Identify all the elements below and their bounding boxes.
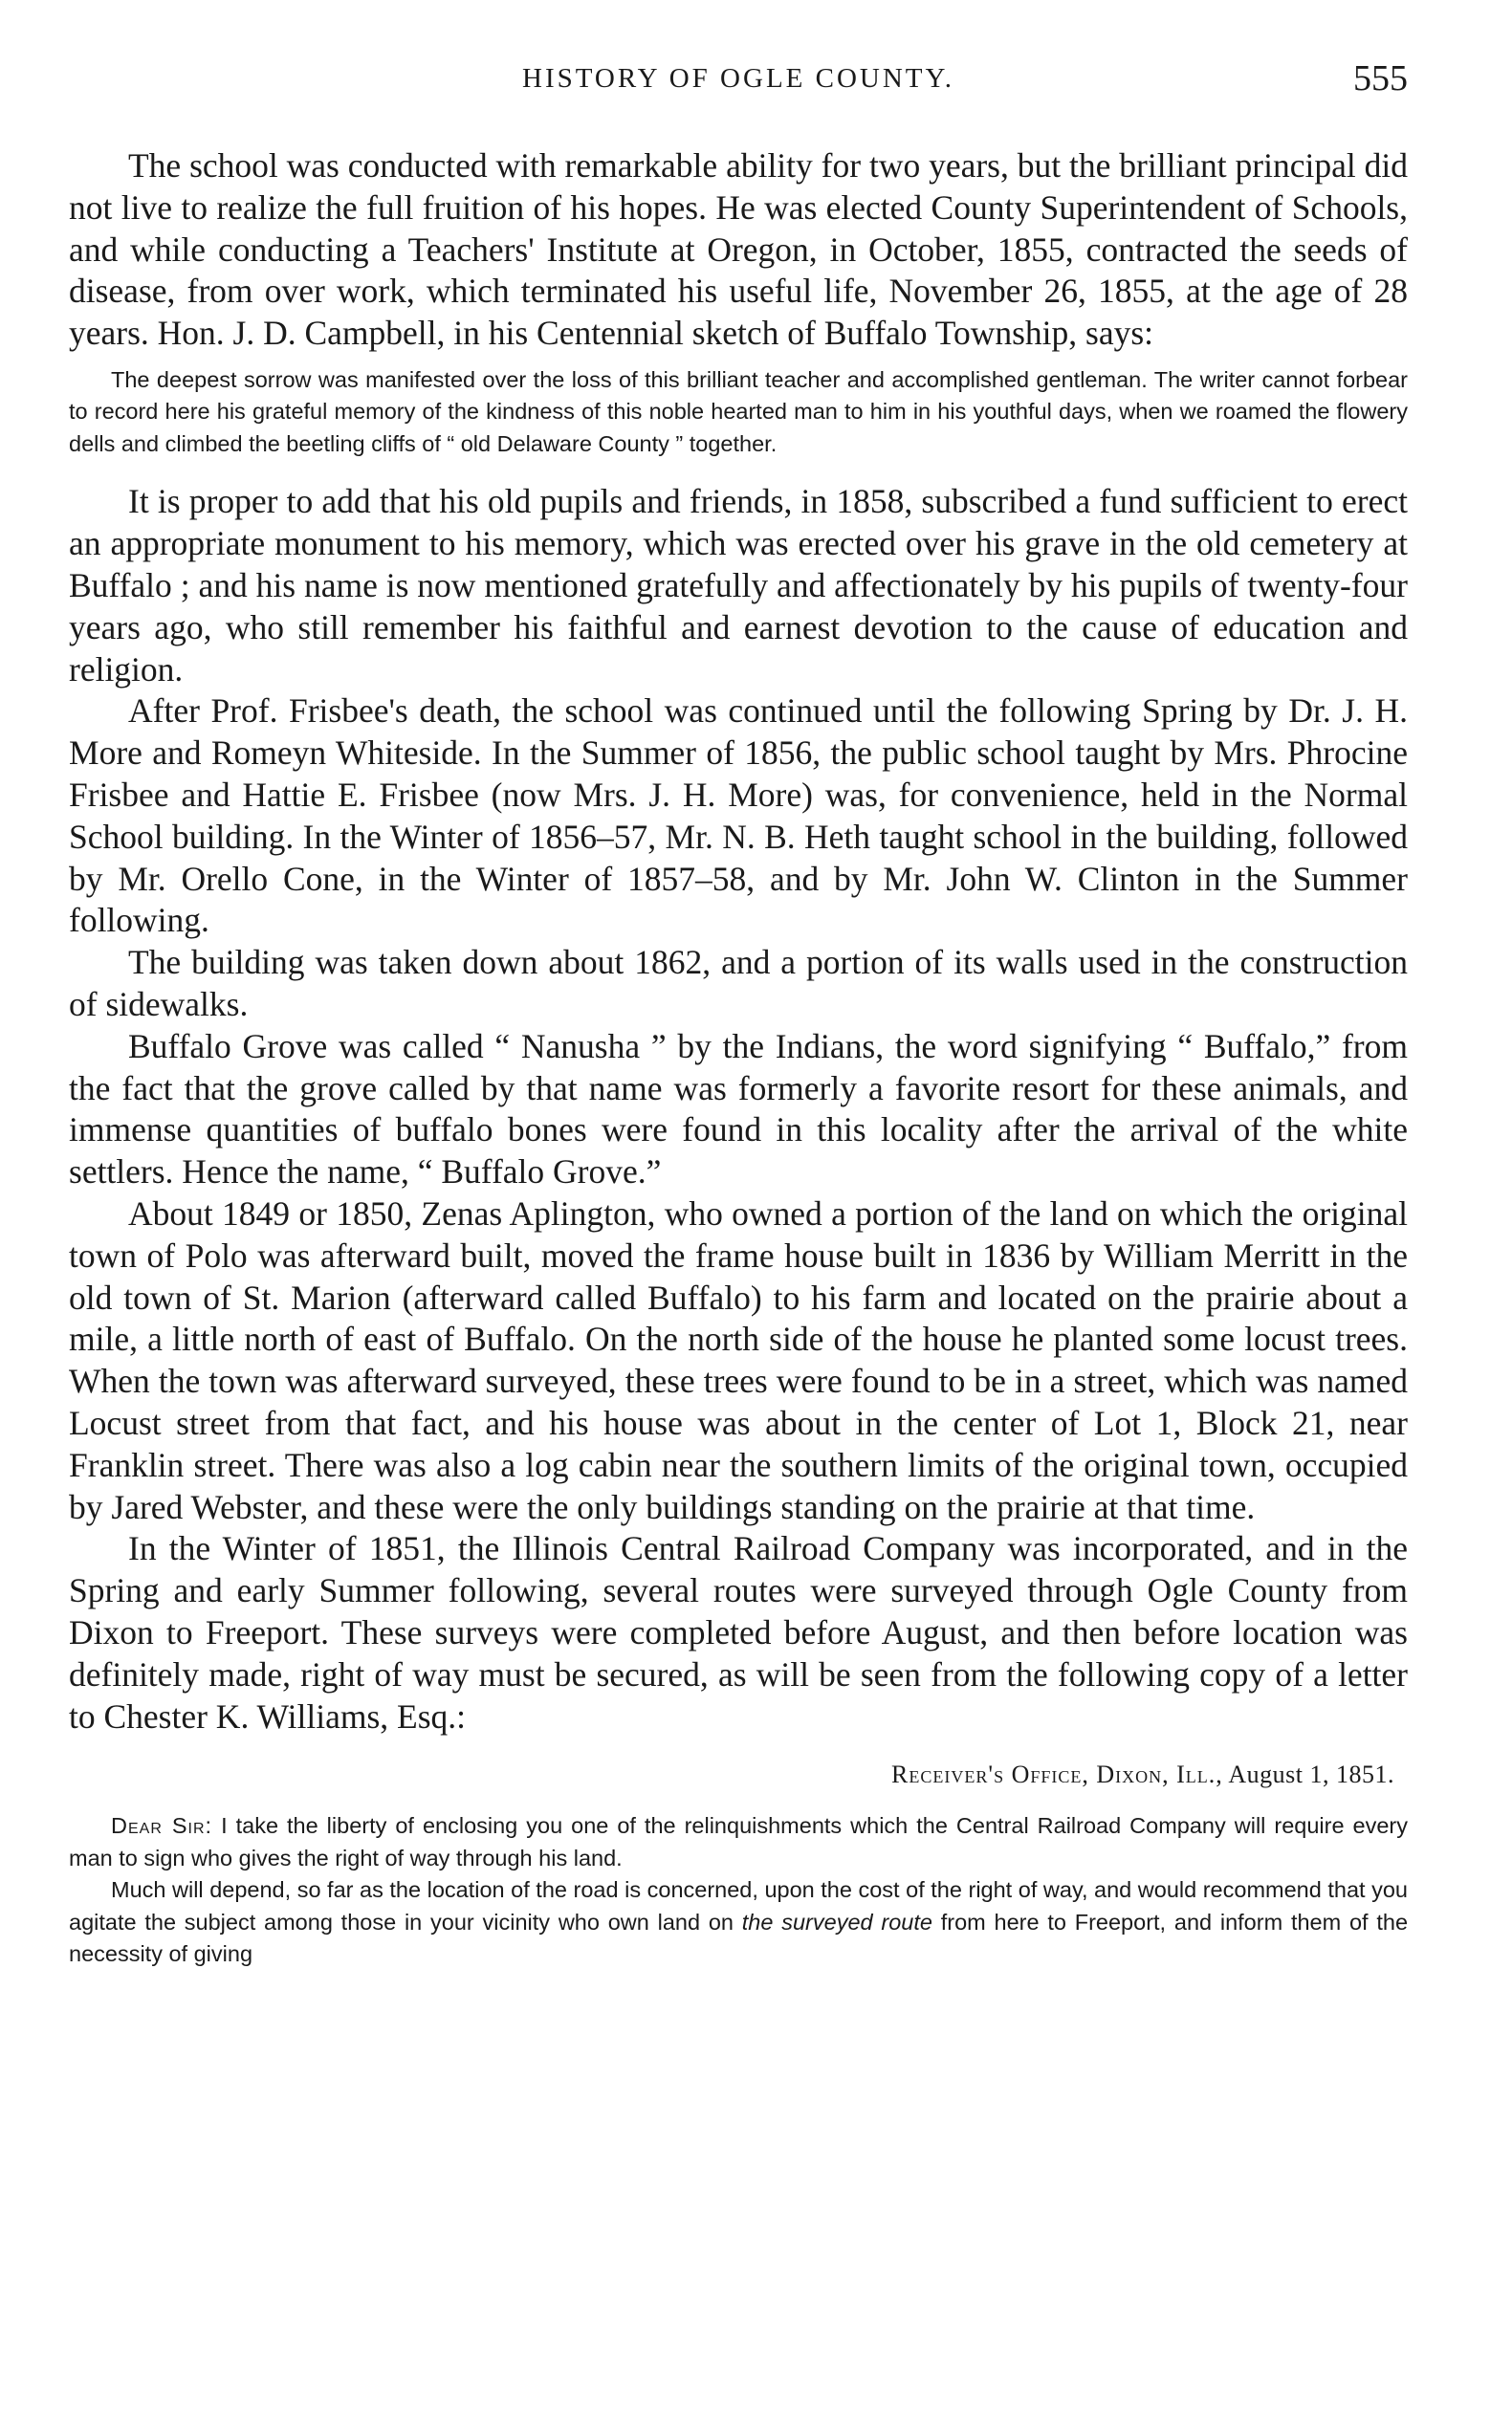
paragraph-school-conducted: The school was conducted with remarkable ability for two years, but the brilliant principal did not live to realize the full fruition of his hopes. He was elected County Superintendent of Schools, and while conducting a Teachers' Institute at Oregon, in October, 1855, contracted the seeds of disease, from over work, which terminated his useful life, November 26, 1855, at the age of 28 years. Hon. J. D. Campbell, in his Centennial sketch of Buffalo Township, says: xyxy=(69,146,1408,353)
block-quote-campbell: The deepest sorrow was manifested over the loss of this brilliant teacher and accomplished gentleman. The writer cannot forbear to record here his grateful memory of the kindness of this noble hearted man to him in his youthful days, when we roamed the flowery dells and climbed the beetling cliffs of “ old Delaware County ” together. xyxy=(69,366,1408,456)
letter-paragraph-2 xyxy=(69,1874,1408,1971)
dateline-date: August 1, 1851. xyxy=(1228,1761,1394,1789)
letter-p2-italic: the surveyed route xyxy=(741,1909,932,1935)
page xyxy=(69,57,1408,1971)
letter-p2-end: from here to Freeport, and inform them of the necessity of giving xyxy=(69,1909,1409,1967)
paragraph-nanusha: Buffalo Grove was called “ Nanusha ” by the Indians, the word signifying “ Buffalo,” from the fact that the grove called by that name was formerly a favorite resort for these animals, and immense quantities of buffalo bones were found in this locality after the arrival of the white settlers. Hence the name, “ Buffalo Grove.” xyxy=(69,1026,1408,1192)
running-head xyxy=(69,57,1408,107)
paragraph-aplington: About 1849 or 1850, Zenas Aplington, who owned a portion of the land on which the original town of Polo was afterward built, moved the frame house built in 1836 by William Merritt in the old town of St. Marion (afterward called Buffalo) to his farm and located on the prairie about a mile, a little north of east of Buffalo. On the north side of the house he planted some locust trees. When the town was afterward surveyed, these trees were found to be in a street, which was named Locust street from that fact, and his house was about in the center of Lot 1, Block 21, near Franklin street. There was also a log cabin near the southern limits of the original town, occupied by Jared Webster, and these were the only buildings standing on the prairie at that time. xyxy=(69,1194,1408,1526)
paragraph-building-taken-down: The building was taken down about 1862, and a portion of its walls used in the construction of sidewalks. xyxy=(69,943,1408,1024)
letter-p2-start: Much will depend, so far as the location of the road is concerned, upon the cost of the right of way, and would recommend that you agitate the subject among those in your vicinity who own land on xyxy=(69,1877,1408,1935)
paragraph-monument: It is proper to add that his old pupils and friends, in 1858, subscribed a fund sufficient to erect an appropriate monument to his memory, which was erected over his grave in the old cemetery at Buffalo ; and his name is now mentioned gratefully and affectionately by his pupils of twenty-four years ago, who still remember his faithful and earnest devotion to the cause of education and religion. xyxy=(69,482,1408,689)
running-title: HISTORY OF OGLE COUNTY. xyxy=(522,63,954,94)
letter-p1-text: I take the liberty of enclosing you one of the relinquishments which the Central Railroad Company will require every man to sign who gives the right of way through his land. xyxy=(69,1813,1408,1870)
page-number: 555 xyxy=(1353,58,1408,98)
paragraph-after-frisbee: After Prof. Frisbee's death, the school was continued until the following Spring by Dr. J. H. More and Romeyn Whiteside. In the Summer of 1856, the public school taught by Mrs. Phrocine Frisbee and Hattie E. Frisbee (now Mrs. J. H. More) was, for convenience, held in the Normal School building. In the Winter of 1856–57, Mr. N. B. Heth taught school in the building, followed by Mr. Orello Cone, in the Winter of 1857–58, and by Mr. John W. Clinton in the Summer following. xyxy=(69,691,1408,940)
letter-dateline xyxy=(69,1761,1394,1789)
letter-salutation: Dear Sir: xyxy=(111,1813,213,1839)
letter-paragraph-1 xyxy=(69,1810,1408,1874)
paragraph-railroad: In the Winter of 1851, the Illinois Central Railroad Company was incorporated, and in the Spring and early Summer following, several routes were surveyed through Ogle County from Dixon to Freeport. These surveys were completed before August, and then before location was definitely made, right of way must be secured, as will be seen from the following copy of a letter to Chester K. Williams, Esq.: xyxy=(69,1529,1408,1736)
dateline-office: Receiver's Office, Dixon, Ill., xyxy=(891,1761,1223,1789)
